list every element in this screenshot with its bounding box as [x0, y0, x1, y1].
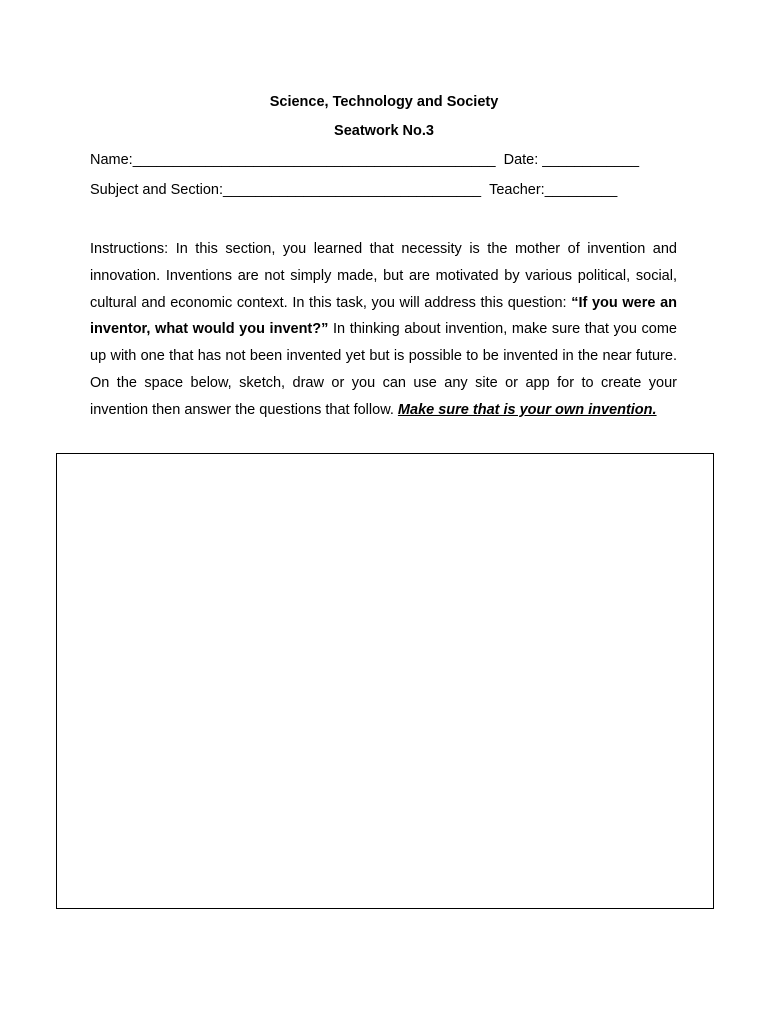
subject-section-label: Subject and Section: [90, 182, 224, 198]
inventor-question: “If you were an inventor, what would you invent?” [90, 294, 677, 338]
subject-teacher-line [90, 182, 617, 198]
instructions-text-intro: Instructions: In this section, you learned that necessity is the mother of invention and innovation. Inventions are not simply made, but are motivated by various political, social, cultural and economic context. In this task, you will address this question: [90, 241, 677, 311]
date-label: Date: [503, 152, 543, 168]
date-blank[interactable]: ____________ [542, 152, 640, 168]
name-label: Name: [90, 152, 133, 168]
own-invention-note: Make sure that is your own invention. [397, 401, 657, 418]
subject-section-blank[interactable]: ________________________________ [223, 182, 482, 198]
instructions-text-body: In thinking about invention, make sure that you come up with one that has not been invented yet but is possible to be invented in the near future. On the space below, sketch, draw or you can use any site or app for to create your invention then answer the questions that follow. [90, 321, 677, 418]
document-title: Science, Technology and Society [269, 94, 499, 110]
drawing-area-box[interactable] [56, 453, 714, 909]
document-subtitle: Seatwork No.3 [334, 123, 434, 139]
instructions-paragraph [90, 236, 677, 424]
name-blank[interactable]: _____________________________________________ [132, 152, 496, 168]
teacher-blank[interactable]: _________ [544, 182, 618, 198]
name-date-line [90, 152, 639, 168]
teacher-label: Teacher: [489, 182, 545, 198]
